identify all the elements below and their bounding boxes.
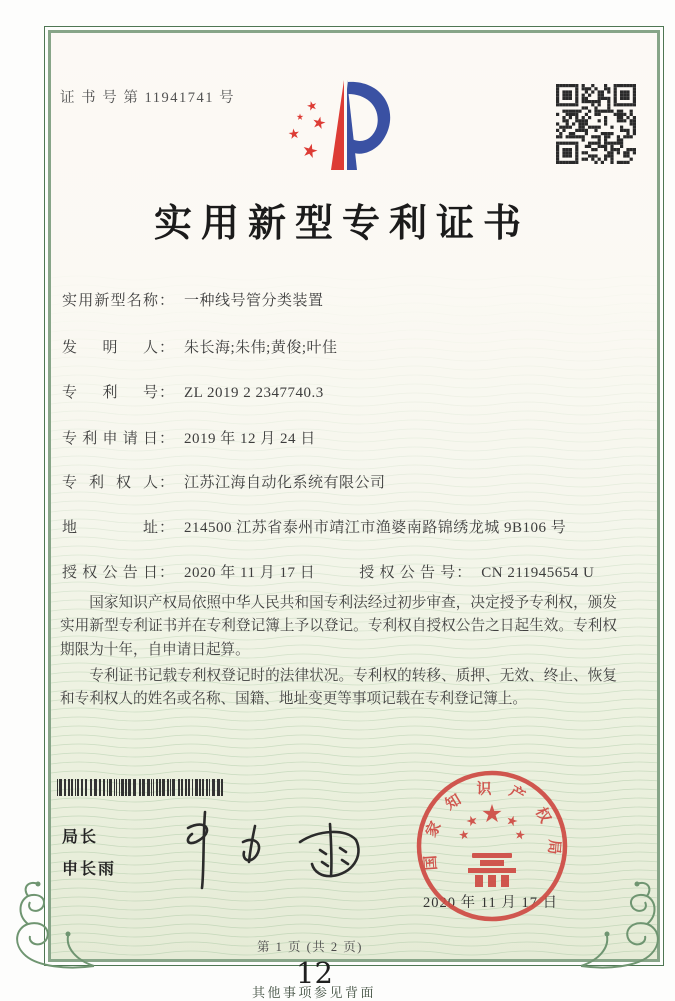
colon: ： xyxy=(159,475,175,491)
grant-no-label: 授权公告号 xyxy=(359,565,456,581)
qr-code xyxy=(556,84,636,164)
field-value: ZL 2019 2 2347740.3 xyxy=(184,385,324,401)
corner-flourish-left xyxy=(8,878,96,973)
certificate-title: 实用新型专利证书 xyxy=(153,203,530,245)
page-info: 第 1 页 (共 2 页) xyxy=(257,940,363,954)
grant-date-label: 授权公告日 xyxy=(62,565,158,581)
legal-paragraph-1: 国家知识产权局依照中华人民共和国专利法经过初步审查，决定授予专利权，颁发实用新型专利证书并在专利登记簿上予以登记。专利权自授权公告之日起生效。专利权期限为十年，自申请日起算。 xyxy=(60,595,617,658)
signer-title: 局长 xyxy=(62,829,99,846)
field-label: 专利申请日 xyxy=(62,431,158,447)
field-label: 地址 xyxy=(62,520,158,536)
signer-name: 申长雨 xyxy=(62,861,117,878)
colon: ： xyxy=(159,340,175,356)
field-value: 214500 江苏省泰州市靖江市渔婆南路锦绣龙城 9B106 号 xyxy=(184,520,567,536)
seal-date: 2020 年 11 月 17 日 xyxy=(423,895,559,911)
grant-no-value: CN 211945654 U xyxy=(481,565,595,581)
field-value: 2019 年 12 月 24 日 xyxy=(184,431,316,447)
colon: ： xyxy=(159,520,175,536)
field-row-patent-no xyxy=(62,381,324,402)
field-value: 江苏江海自动化系统有限公司 xyxy=(184,475,386,491)
colon: ： xyxy=(159,385,175,401)
official-seal xyxy=(414,768,570,924)
field-label: 专利权人 xyxy=(62,475,158,491)
field-row-inventors xyxy=(62,336,338,357)
field-row-name xyxy=(62,289,324,310)
seal-ring-text: 国家知识产权局 xyxy=(422,781,562,871)
corner-flourish-right xyxy=(579,878,667,973)
field-label: 专利号 xyxy=(62,385,158,401)
cnipa-logo-icon xyxy=(272,70,412,180)
national-emblem-icon xyxy=(458,804,525,887)
grant-date-value: 2020 年 11 月 17 日 xyxy=(184,565,316,581)
field-row-address xyxy=(62,516,566,537)
colon: ： xyxy=(159,565,175,581)
colon: ： xyxy=(159,431,175,447)
signature xyxy=(160,798,380,894)
legal-paragraph-2: 专利证书记载专利权登记时的法律状况。专利权的转移、质押、无效、终止、恢复和专利权人的姓名或名称、国籍、地址变更等事项记载在专利登记簿上。 xyxy=(60,668,617,708)
field-row-grant xyxy=(62,561,594,582)
field-label: 发明人 xyxy=(62,340,158,356)
colon: ： xyxy=(456,565,472,581)
field-row-patentee xyxy=(62,471,386,492)
legal-text xyxy=(60,592,617,715)
barcode xyxy=(57,779,229,796)
colon: ： xyxy=(159,293,175,309)
handwritten-page-number: 12 xyxy=(296,956,333,990)
field-value: 一种线号管分类装置 xyxy=(184,293,324,309)
field-value: 朱长海;朱伟;黄俊;叶佳 xyxy=(184,340,338,356)
certificate-number: 证 书 号 第 11941741 号 xyxy=(60,90,236,106)
field-label: 实用新型名称 xyxy=(62,293,158,309)
back-note: 其他事项参见背面 xyxy=(252,985,377,1000)
field-row-filing-date xyxy=(62,427,316,448)
